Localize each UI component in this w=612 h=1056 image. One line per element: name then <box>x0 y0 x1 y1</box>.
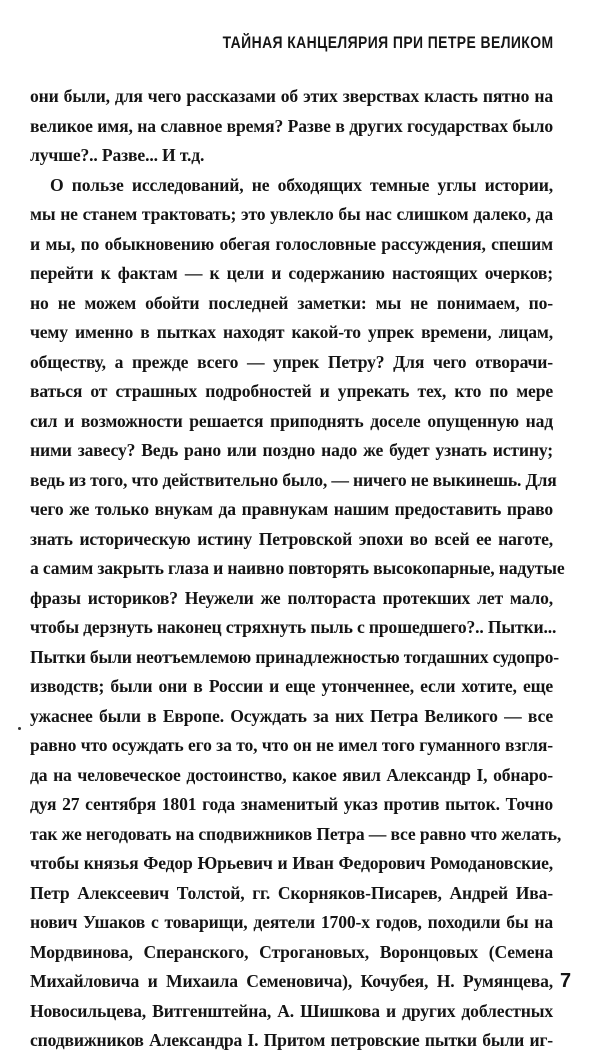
text-line: лучше?.. Разве... И т.д. <box>30 145 205 165</box>
text-line: перейти к фактам — к цели и содержанию настоящих очерков; <box>30 263 553 283</box>
text-line: обществу, а прежде всего — упрек Петру? Для чего отворачи- <box>30 351 553 372</box>
text-line: Михайловича и Михаила Семеновича), Кочубея, Н. Румянцева, <box>30 971 553 991</box>
text-line: равно что осуждать его за то, что он не имел того гуманного взгля- <box>30 735 553 755</box>
text-line: дуя 27 сентября 1801 года знаменитый указ против пыток. Точно <box>30 794 553 814</box>
text-line: ваться от страшных подробностей и упрекать тех, кто по мере <box>30 381 553 401</box>
running-header: ТАЙНАЯ КАНЦЕЛЯРИЯ ПРИ ПЕТРЕ ВЕЛИКОМ <box>223 33 554 52</box>
text-line: чему именно в пытках находят какой-то упрек времени, лицам, <box>30 322 553 342</box>
scan-speck <box>18 727 21 730</box>
body-text <box>30 82 565 1056</box>
text-line: и мы, по обыкновению обегая голословные рассуждения, спешим <box>30 233 553 254</box>
text-line: а самим закрыть глаза и наивно повторять высокопарные, надутые <box>30 558 565 578</box>
text-line: но не можем обойти последней заметки: мы не понимаем, по- <box>30 292 553 313</box>
text-line: чего же только внукам да правнукам нашим предоставить право <box>30 499 553 519</box>
text-line: сил и возможности решается приподнять доселе опущенную над <box>30 410 553 431</box>
text-line: великое имя, на славное время? Разве в других государствах было <box>30 115 553 136</box>
text-line: так же негодовать на сподвижников Петра — все равно что желать, <box>30 823 562 844</box>
text-line: О пользе исследований, не обходящих темные углы истории, <box>50 174 553 195</box>
text-line: чтобы дерзнуть наконец стряхнуть пыль с прошедшего?.. Пытки... <box>30 617 557 637</box>
text-line: сподвижников Александра I. Притом петровские пытки были иг- <box>30 1030 553 1050</box>
text-line: они были, для чего рассказами об этих зверствах класть пятно на <box>30 86 553 106</box>
text-line: чтобы князья Федор Юрьевич и Иван Федорович Ромодановские, <box>30 853 553 873</box>
text-line: нович Ушаков с товарищи, деятели 1700-х годов, походили бы на <box>30 912 553 932</box>
text-line: знать историческую истину Петровской эпохи во всей ее наготе, <box>30 528 553 549</box>
text-line: Мордвинова, Сперанского, Строгановых, Воронцовых (Семена <box>30 941 553 962</box>
text-line: Пытки были неотъемлемою принадлежностью тогдашних судопро- <box>30 646 559 667</box>
text-line: изводств; были они в России и еще утонченнее, если хотите, еще <box>30 676 553 696</box>
text-line: Петр Алексеевич Толстой, гг. Скорняков-Писарев, Андрей Ива- <box>30 882 553 903</box>
text-line: мы не станем трактовать; это увлекло бы нас слишком далеко, да <box>30 204 553 224</box>
page-number: 7 <box>560 970 572 992</box>
text-line: фразы историков? Неужели же полтораста протекших лет мало, <box>30 587 553 608</box>
text-line: да на человеческое достоинство, какое явил Александр I, обнаро- <box>30 764 553 785</box>
text-line: ужаснее были в Европе. Осуждать за них Петра Великого — все <box>30 705 553 726</box>
text-line: Новосильцева, Витгенштейна, А. Шишкова и других доблестных <box>30 1000 553 1021</box>
text-line: ними завесу? Ведь рано или поздно надо же будет узнать истину; <box>30 440 553 460</box>
text-line: ведь из того, что действительно было, — ничего не выкинешь. Для <box>30 469 557 490</box>
